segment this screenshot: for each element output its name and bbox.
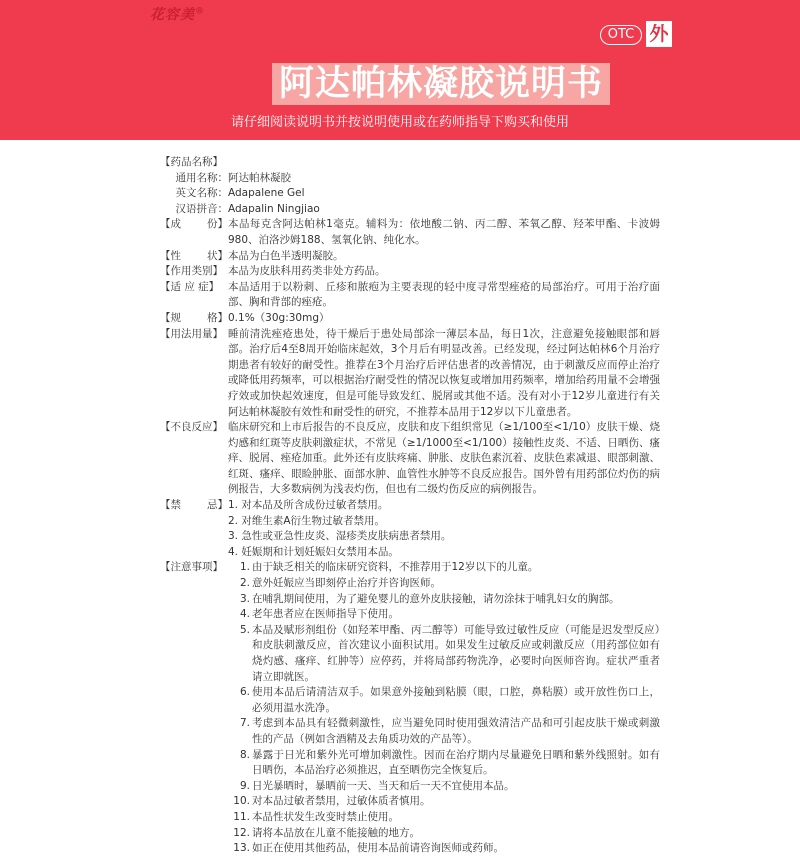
category-section: [160, 264, 660, 280]
field-label: 英文名称：: [175, 187, 228, 200]
list-item: 13. 如正在使用其他药品，使用本品前请咨询医师或药师。: [233, 842, 504, 855]
field-label: 通用名称：: [175, 171, 228, 184]
list-item: 5. 本品及赋形剂组份（如羟苯甲酯、丙二醇等）可能导致过敏性反应（可能是迟发型反应）和皮肤刺激反应，首次建议小面积试用。如果发生过敏反应或刺激反应（用药部位如有烧灼感、瘙痒、红肿等）应停药，并将局部药物洗净，必要时向医师咨询。症状严重者请立即就医。: [239, 623, 660, 683]
list-item: 1. 由于缺乏相关的临床研究资料，不推荐用于12岁以下的儿童。: [239, 561, 539, 574]
header-band: [0, 0, 800, 140]
list-item: 2. 对维生素A衍生物过敏者禁用。: [228, 514, 386, 527]
page-subtitle: 请仔细阅读说明书并按说明使用或在药师指导下购买和使用: [230, 115, 569, 130]
list-item: 9. 日光暴晒时，暴晒前一天、当天和后一天不宜使用本品。: [239, 779, 515, 792]
section-label: 【药品名称】: [160, 156, 223, 168]
precautions-section: [160, 560, 660, 856]
section-label: 【不良反应】: [160, 421, 223, 434]
section-label: 【作用类别】: [160, 265, 223, 278]
list-item: 12. 请将本品放在儿童不能接触的地方。: [233, 826, 420, 839]
section-text: 本品为皮肤科用药类非处方药品。: [228, 265, 386, 278]
list-item: 4. 老年患者应在医师指导下使用。: [239, 608, 399, 621]
spec-section: [160, 311, 660, 327]
list-item: 6. 使用本品后请清洁双手。如果意外接触到粘膜（眼，口腔，鼻粘膜）或开放性伤口上，必须用温水洗净。: [239, 686, 660, 714]
common-name: 阿达帕林凝胶: [228, 171, 291, 184]
section-label: 【适 应 症】: [160, 280, 220, 293]
section-label: 【性 状】: [160, 249, 228, 262]
section-text: 临床研究和上市后报告的不良反应，皮肤和皮下组织常见（≥1/100至<1/10）皮肤干燥、烧灼感和红斑等皮肤刺激症状，不常见（≥1/1000至<1/100）接触性皮炎、不适、日晒伤、瘙痒、脱屑、痤疮加重。此外还有皮肤疼痛、肿胀、皮肤色素沉着、皮肤色素减退、眼部刺激、红斑、瘙痒、眼睑肿胀、面部水肿、血管性水肿等不良反应报告。国外曾有用药部位灼伤的病例报告，大多数病例为浅表灼伤，但也有二级灼伤反应的病例报告。: [228, 421, 660, 496]
section-label: 【注意事项】: [160, 561, 223, 574]
section-label: 【规 格】: [160, 311, 228, 324]
adverse-section: [160, 420, 660, 498]
drug-name-section: [160, 155, 660, 217]
otc-badge: OTC: [600, 25, 642, 45]
english-name: Adapalene Gel: [228, 187, 305, 200]
section-label: 【用法用量】: [160, 327, 223, 340]
section-text: 本品适用于以粉刺、丘疹和脓疱为主要表现的轻中度寻常型痤疮的局部治疗。可用于治疗面部、胸和背部的痤疮。: [228, 280, 660, 309]
list-item: 1. 对本品及所含成份过敏者禁用。: [228, 499, 389, 512]
external-use-badge: 外: [646, 21, 672, 47]
section-text: 本品每克含阿达帕林1毫克。辅料为：依地酸二钠、丙二醇、苯氧乙醇、羟苯甲酯、卡波姆980、泊洛沙姆188、氢氧化钠、纯化水。: [228, 218, 660, 246]
leaflet-content: [160, 155, 660, 857]
section-label: 【禁 忌】: [160, 499, 228, 512]
field-label: 汉语拼音：: [175, 202, 228, 215]
page-title: 阿达帕林凝胶说明书: [278, 64, 603, 104]
contraindication-list: [228, 498, 660, 560]
dosage-section: [160, 327, 660, 421]
pinyin-name: Adapalin Ningjiao: [228, 202, 320, 215]
section-text: 睡前清洗痤疮患处，待干燥后于患处局部涂一薄层本品，每日1次，注意避免接触眼部和唇部。治疗后4至8周开始临床起效，3个月后有明显改善。已经发现，经过阿达帕林6个月治疗期患者有较好的耐受性。推荐在3个月治疗后评估患者的改善情况，由于刺激反应而停止治疗或降低用药频率，可以根据治疗耐受性的情况以恢复或增加用药频率，增加给药用量不会增强疗效或加快起效速度，但是可能导致发红、脱屑或其他不适。没有对小于12岁儿童进行有关阿达帕林凝胶有效性和耐受性的研究，不推荐本品用于12岁以下儿童患者。: [228, 327, 660, 418]
ingredients-section: [160, 217, 660, 248]
section-text: 0.1%（30g:30mg）: [228, 311, 330, 324]
list-item: 8. 暴露于日光和紫外光可增加刺激性。因而在治疗期内尽量避免日晒和紫外线照射。如有日晒伤，本品治疗必须推迟，直至晒伤完全恢复后。: [239, 748, 660, 777]
precaution-list: [228, 560, 660, 856]
list-item: 3. 在哺乳期间使用，为了避免婴儿的意外皮肤接触，请勿涂抹于哺乳妇女的胸部。: [239, 592, 620, 605]
section-label: 【成 份】: [160, 218, 228, 231]
list-item: 2. 意外妊娠应当即刻停止治疗并咨询医师。: [239, 577, 441, 590]
contraindications-section: [160, 498, 660, 560]
brand-logo: 花容美®: [150, 6, 205, 23]
list-item: 3. 急性或亚急性皮炎、湿疹类皮肤病患者禁用。: [228, 530, 452, 543]
list-item: 10. 对本品过敏者禁用，过敏体质者慎用。: [233, 795, 431, 808]
list-item: 11. 本品性状发生改变时禁止使用。: [233, 810, 399, 823]
section-text: 本品为白色半透明凝胶。: [228, 249, 344, 262]
list-item: 7. 考虑到本品具有轻微刺激性，应当避免同时使用强效清洁产品和可引起皮肤干燥或刺激性的产品（例如含酒精及去角质功效的产品等）。: [239, 717, 660, 745]
appearance-section: [160, 249, 660, 265]
list-item: 4. 妊娠期和计划妊娠妇女禁用本品。: [228, 545, 399, 558]
indication-section: [160, 280, 660, 311]
